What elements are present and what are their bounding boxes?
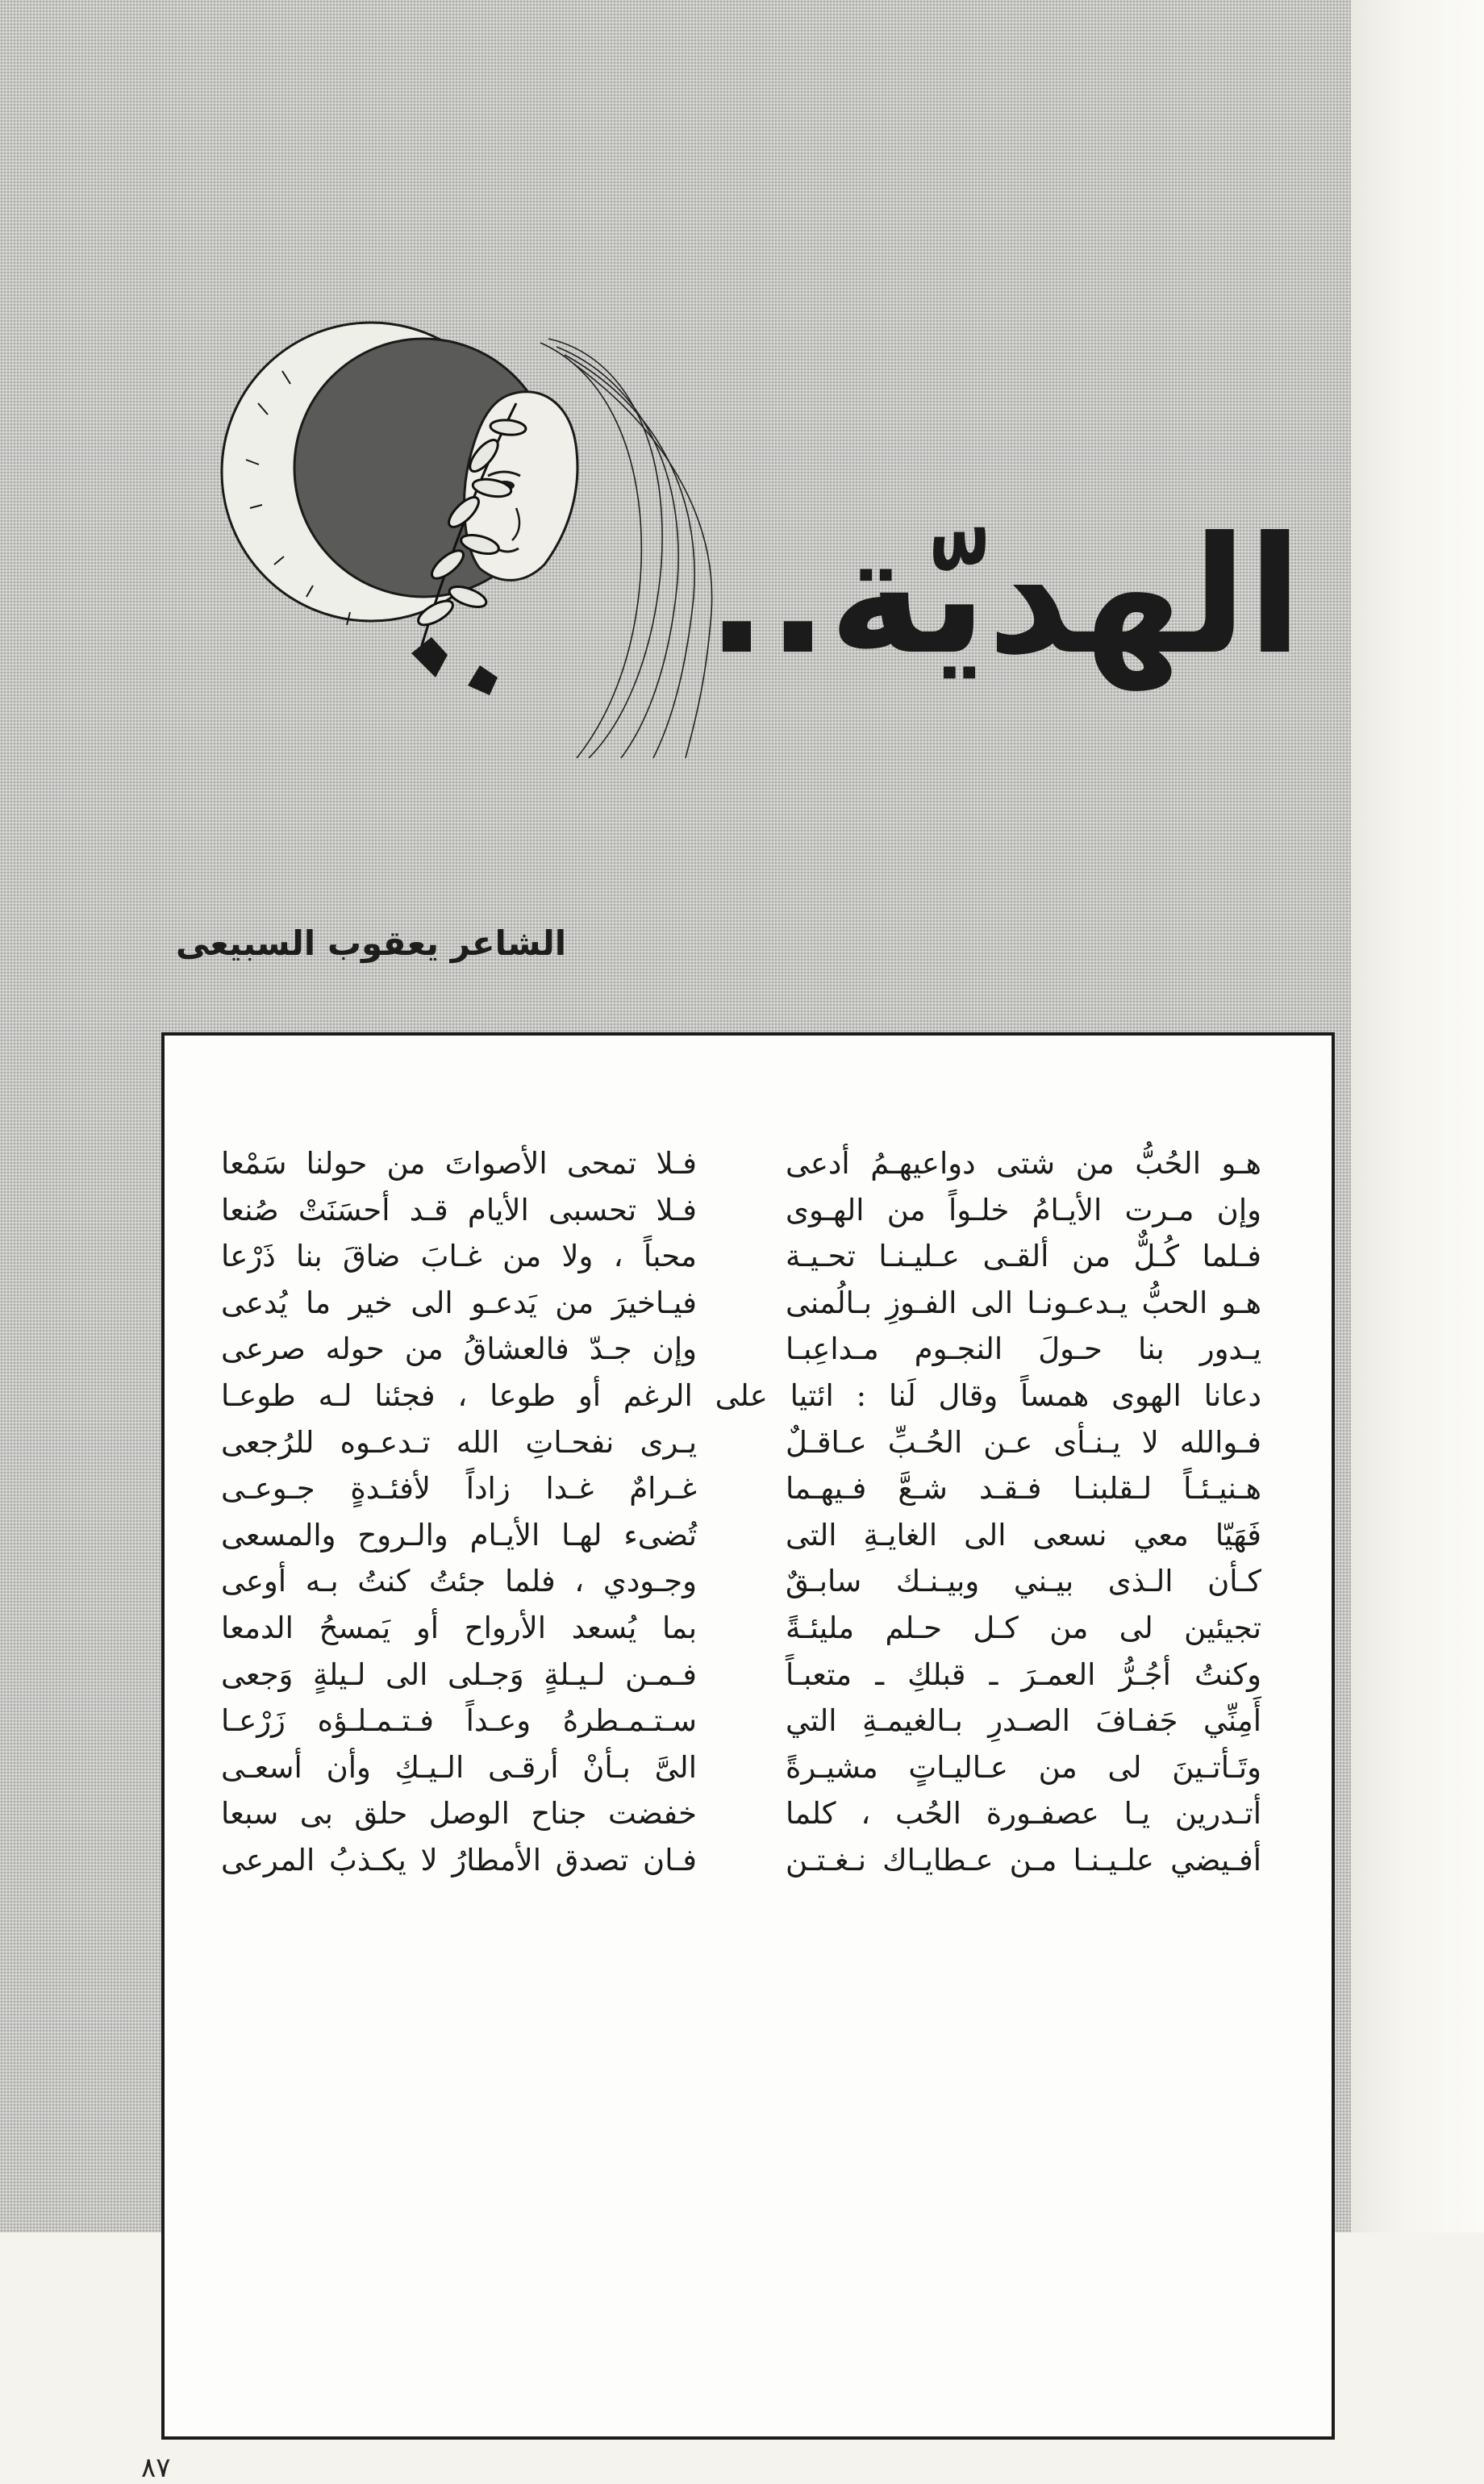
article-title: الهديّة.. bbox=[706, 502, 1303, 690]
crescent-portrait-illustration bbox=[169, 306, 790, 758]
verse-line: وتَـأتـينَ لى من عـاليـاتٍ مشيـرةً bbox=[786, 1749, 1261, 1785]
verse-line: فـان تصدق الأمطارُ لا يكـذبُ المرعى bbox=[221, 1842, 697, 1878]
poem-column-left bbox=[221, 1140, 697, 1884]
page-number: ٨٧ bbox=[141, 2452, 171, 2484]
verse-line: الىَّ بـأنْ أرقـى الـيـكِ وأن أسعـى bbox=[221, 1749, 697, 1785]
verse-line: وجـودي ، فلما جئتُ كنتُ بـه أوعى bbox=[221, 1564, 697, 1599]
verse-line: سـتـمـطرهُ وعـداً فـتـمـلـؤه زَرْعـا bbox=[221, 1703, 697, 1739]
verse-line: تُضىء لهـا الأيـام والـروح والمسعى bbox=[221, 1517, 697, 1552]
page-edge bbox=[1351, 0, 1484, 2232]
dark-blooms bbox=[411, 637, 498, 695]
verse-line: فـوالله لا يـنـأى عـن الحُـبِّ عـاقـلٌ bbox=[786, 1424, 1261, 1460]
poem-box bbox=[161, 1032, 1335, 2440]
verse-line: تجيئين لى من كـل حـلم مليئـةً bbox=[786, 1610, 1261, 1645]
verse-line: يـرى نفحـاتِ الله تـدعـوه للرُجعى bbox=[221, 1424, 697, 1460]
verse-line: خفضت جناح الوصل حلق بى سبعا bbox=[221, 1796, 697, 1832]
verse-line: يـدور بنا حـولَ النجـوم مـداعِبـا bbox=[786, 1332, 1261, 1367]
verse-line: فيـاخيرَ من يَدعـو الى خير ما يُدعى bbox=[221, 1285, 697, 1320]
verse-line: فـلما كُـلٌّ من ألقـى عـليـنـا تحـيـة bbox=[786, 1239, 1261, 1274]
verse-line: وإن مـرت الأيـامُ خلـواً من الهـوى bbox=[786, 1192, 1261, 1227]
verse-line: كـأن الـذى بيـني وبيـنـك سابـقٌ bbox=[786, 1564, 1261, 1599]
verse-line: فـلا تمحى الأصواتَ من حولنا سَمْعا bbox=[221, 1146, 697, 1181]
verse-line: هـو الحبُّ يـدعـونـا الى الفـوزِ بـالُمنى bbox=[786, 1285, 1261, 1320]
verse-line-spanning bbox=[221, 1373, 1261, 1419]
verse-line: فـلا تحسبى الأيام قـد أحسَنَتْ صُنعا bbox=[221, 1192, 697, 1227]
verse-line: هـنيـئـاً لـقلبنـا فـقـد شـعَّ فـيهـما bbox=[786, 1471, 1261, 1507]
spanning-verse-text: دعانا الهوى همساً وقال لَنا : ائتيا على الرغم أو طوعا ، فجئنا لـه طوعـا bbox=[221, 1377, 1261, 1413]
verse-line: فـمـن لـيـلةٍ وَجـلى الى لـيلةٍ وَجعى bbox=[221, 1657, 697, 1692]
verse-line: غـرامٌ غـدا زاداً لأفئـدةٍ جـوعـى bbox=[221, 1471, 697, 1507]
verse-line: بما يُسعد الأرواح أو يَمسحُ الدمعا bbox=[221, 1610, 697, 1645]
verse-line: محباً ، ولا من غـابَ ضاقَ بنا ذَرْعا bbox=[221, 1239, 697, 1274]
verse-line: أتـدرين يـا عصفـورة الحُب ، كلما bbox=[786, 1796, 1261, 1832]
verse-line: هـو الحُبُّ من شتى دواعيهـمُ أدعى bbox=[786, 1146, 1261, 1181]
author-byline: الشاعر يعقوب السبيعى bbox=[175, 923, 567, 963]
verse-line: أَمِنِّي جَفـافَ الصـدرِ بـالغيمـةِ التي bbox=[786, 1703, 1261, 1739]
verse-line-empty bbox=[221, 1373, 697, 1419]
verse-line: وإن جـدّ فالعشاقُ من حوله صرعى bbox=[221, 1332, 697, 1367]
hair bbox=[540, 339, 712, 758]
verse-line: وكنتُ أجُـرُّ العمـرَ ـ قبلكِ ـ متعبـاً bbox=[786, 1657, 1261, 1692]
verse-line: أفـيضي علـيـنـا مـن عـطايـاك نـغـتـن bbox=[786, 1842, 1261, 1878]
verse-line: فَهَيّا معي نسعى الى الغايـةِ التى bbox=[786, 1517, 1261, 1552]
